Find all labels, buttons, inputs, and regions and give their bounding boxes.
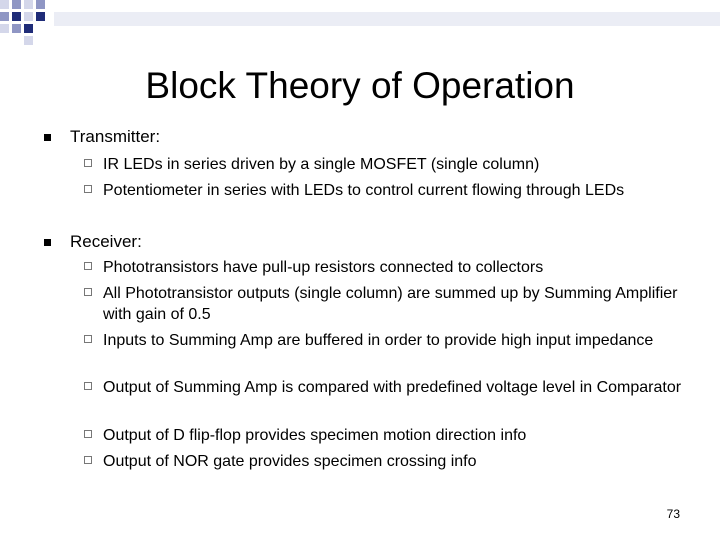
checkbox-bullet-icon bbox=[84, 382, 92, 390]
section-heading: Receiver: bbox=[70, 232, 142, 251]
sub-item-text: Output of NOR gate provides specimen crossing info bbox=[103, 453, 477, 470]
slide-title: Block Theory of Operation bbox=[145, 65, 575, 106]
checkbox-bullet-icon bbox=[84, 185, 92, 193]
checkbox-bullet-icon bbox=[84, 159, 92, 167]
square-bullet-icon bbox=[44, 239, 51, 246]
checkbox-bullet-icon bbox=[84, 430, 92, 438]
page-number: 73 bbox=[666, 507, 680, 521]
sub-item-text: Potentiometer in series with LEDs to control current flowing through LEDs bbox=[103, 182, 625, 199]
sub-item-text: Inputs to Summing Amp are buffered in order to provide high input impedance bbox=[103, 332, 654, 349]
checkbox-bullet-icon bbox=[84, 335, 92, 343]
checkbox-bullet-icon bbox=[84, 262, 92, 270]
square-bullet-icon bbox=[44, 134, 51, 141]
sub-item-text: IR LEDs in series driven by a single MOSFET (single column) bbox=[103, 156, 540, 173]
checkbox-bullet-icon bbox=[84, 288, 92, 296]
sub-item-text: Output of Summing Amp is compared with predefined voltage level in Comparator bbox=[103, 379, 682, 396]
sub-item-text: Output of D flip-flop provides specimen motion direction info bbox=[103, 427, 527, 444]
section-heading: Transmitter: bbox=[70, 127, 161, 146]
sub-item-text: All Phototransistor outputs (single column) are summed up by Summing Amplifier with gain of 0.5 bbox=[103, 285, 678, 323]
header-decoration bbox=[0, 0, 720, 46]
checkbox-bullet-icon bbox=[84, 456, 92, 464]
sub-item-text: Phototransistors have pull-up resistors connected to collectors bbox=[103, 259, 544, 276]
